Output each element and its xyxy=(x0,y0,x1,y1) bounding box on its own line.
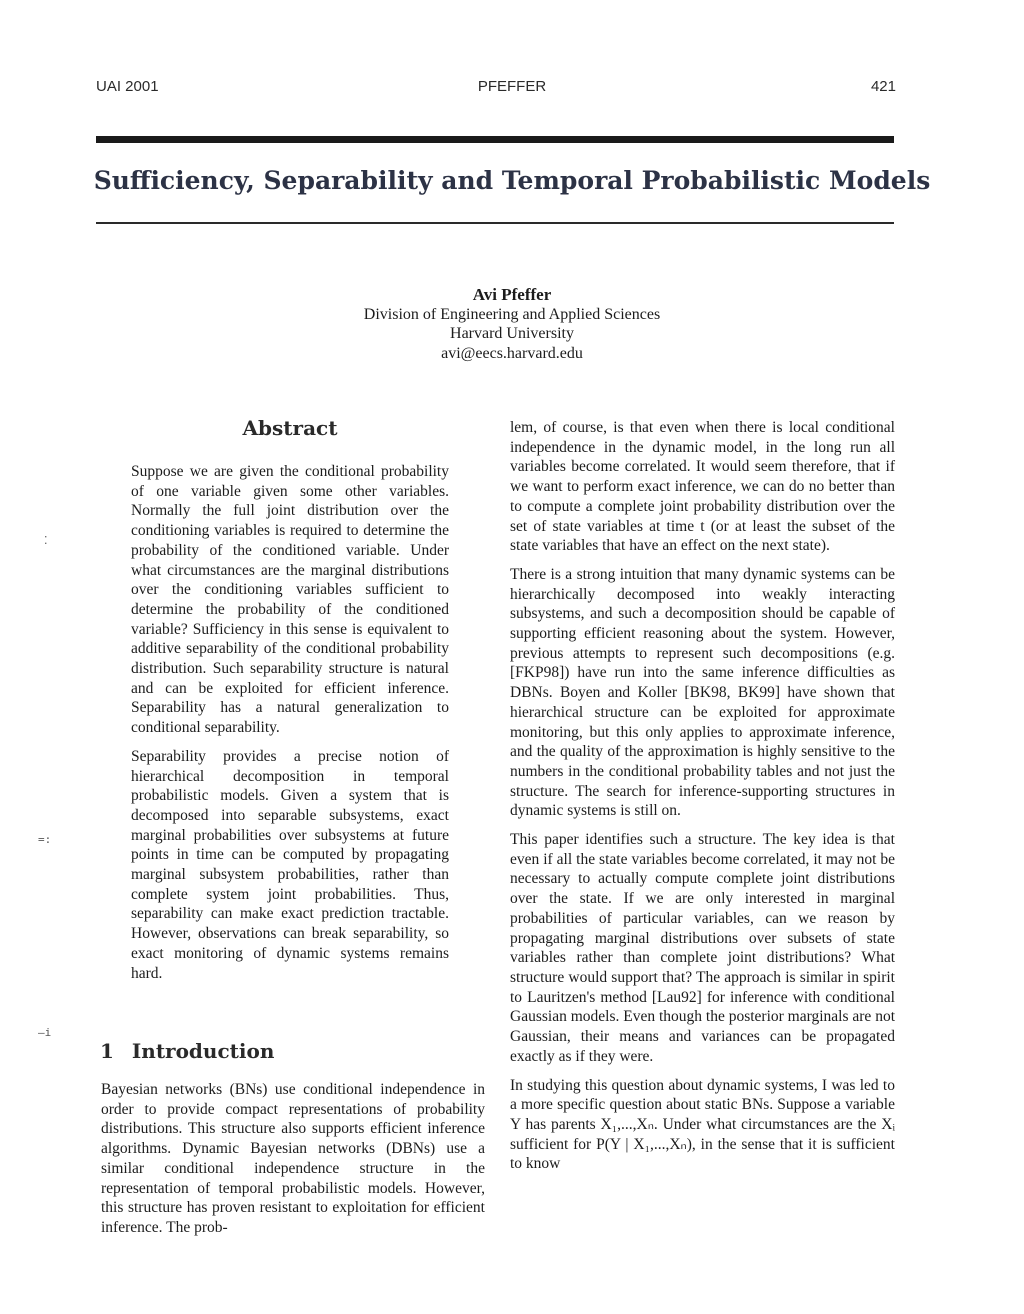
section-number: 1 xyxy=(100,1039,114,1063)
scan-margin-mark: =: xyxy=(38,833,52,846)
running-header-venue: UAI 2001 xyxy=(96,78,159,95)
section-heading xyxy=(100,1039,274,1063)
scan-margin-mark: —i xyxy=(38,1026,52,1039)
abstract-paragraph: Suppose we are given the conditional probability of one variable given some other variables. Normally the full joint distribution over the conditioning variables is required to determine the probability of the conditioned variable. Under what circumstances are the marginal distributions over the conditioning variables sufficient to determine the probability of the conditioned variable? Sufficiency in this sense is equivalent to additive separability of the conditional probability distribution. Such separability structure is natural and can be exploited for efficient inference. Separability has a natural generalization to conditional separability. xyxy=(131,463,449,737)
author-email: avi@eecs.harvard.edu xyxy=(441,345,583,362)
author-university: Harvard University xyxy=(450,325,574,342)
introduction-paragraph: Bayesian networks (BNs) use conditional independence in order to provide compact representations of probability distributions. This structure also supports efficient inference algorithms. Dynamic Bayesian networks (DBNs) use a similar conditional independence structure in the representation of temporal probabilistic models. However, this structure has proven resistant to exploitation for efficient inference. The prob- xyxy=(101,1081,485,1236)
title-top-rule xyxy=(96,136,894,143)
page-number: 421 xyxy=(870,78,896,95)
running-header-author: PFEFFER xyxy=(477,78,547,95)
right-column xyxy=(510,418,895,1183)
author-department: Division of Engineering and Applied Sciences xyxy=(363,306,661,323)
scan-margin-mark: ⁚ xyxy=(44,534,48,547)
body-paragraph: This paper identifies such a structure. The key idea is that even if all the state variables become correlated, it may not be necessary to actually compute complete joint distributions over the state. If we are only interested in marginal probabilities of particular variables, can we reason by propagating marginal distributions over subsets of state variables rather than complete joint distributions? What structure would support that? The approach is similar in spirit to Lauritzen's method [Lau92] for inference with conditional Gaussian models. Even though the posterior marginals are not Gaussian, their means and variances can be propagated exactly as if they were. xyxy=(510,831,895,1065)
body-paragraph: There is a strong intuition that many dynamic systems can be hierarchically decomposed into weakly interacting subsystems, and such a decomposition should be capable of supporting efficient reasoning about the system. However, previous attempts to represent such decompositions (e.g. [FKP98]) have run into the same inference difficulties as DBNs. Boyen and Koller [BK98, BK99] have shown that hierarchical structure can be exploited for approximate monitoring, but this only applies to approximate inference, and the quality of the approximation is highly sensitive to the numbers in the conditional probability tables and not just the structure. The search for inference-supporting structures in dynamic systems is still on. xyxy=(510,565,895,820)
body-paragraph: In studying this question about dynamic systems, I was led to a more specific question about static BNs. Suppose a variable Y has parents X₁,...,Xₙ. Under what circumstances are the Xᵢ sufficient for P(Y | X₁,...,Xₙ), in the sense that it is sufficient to know xyxy=(510,1076,895,1173)
abstract-heading: Abstract xyxy=(242,416,338,440)
abstract-body xyxy=(131,462,449,992)
title-bottom-rule xyxy=(96,222,894,224)
author-name: Avi Pfeffer xyxy=(472,285,552,304)
section-title: Introduction xyxy=(131,1039,275,1063)
abstract-paragraph: Separability provides a precise notion of hierarchical decomposition in temporal probabilistic models. Given a system that is decomposed into separable subsystems, exact marginal probabilities over subsystems at future points in time can be computed by propagating marginal subsystem probabilities, rather than complete system joint probabilities. Thus, separability can make exact prediction tractable. However, observations can break separability, so exact monitoring of dynamic systems remains hard. xyxy=(131,747,449,982)
paper-title: Sufficiency, Separability and Temporal Probabilistic Models xyxy=(93,166,931,195)
body-paragraph: lem, of course, is that even when there is local conditional independence in the dynamic model, in the long run all variables become correlated. It would seem therefore, that if we want to perform exact inference, we can do no better than to compute a complete joint probability distribution over the set of state variables at time t (or at least the subset of the state variables that have an effect on the next state). xyxy=(510,419,895,555)
